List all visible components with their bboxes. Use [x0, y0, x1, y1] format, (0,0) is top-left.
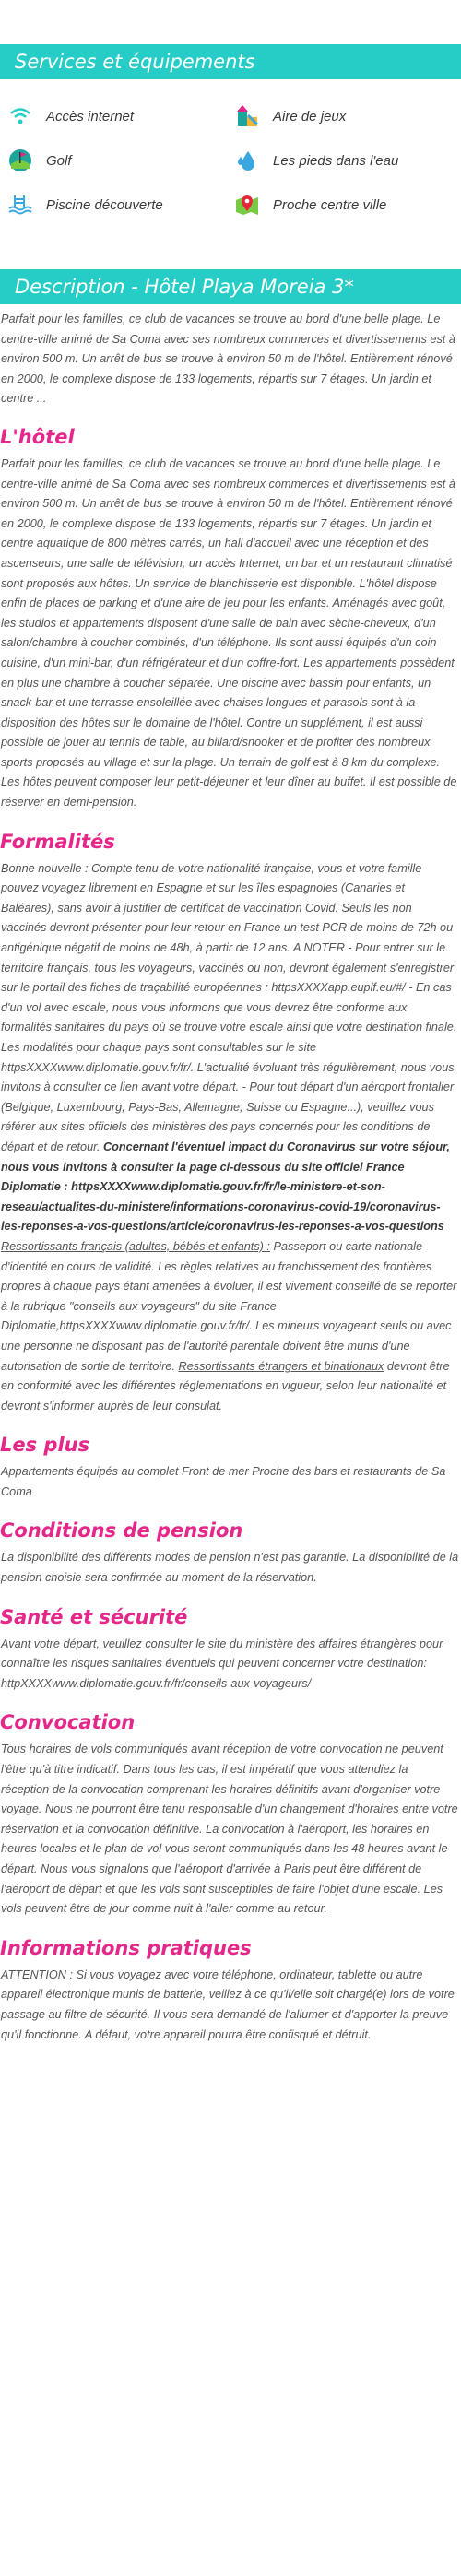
service-label: Golf — [46, 152, 72, 169]
description-banner — [0, 269, 461, 304]
section-title-pension: Conditions de pension — [0, 1519, 243, 1542]
plus-text: Appartements équipés au complet Front de mer Proche des bars et restaurants de Sa Coma — [1, 1465, 446, 1498]
playground-icon — [234, 103, 260, 129]
formalites-p1: Bonne nouvelle : Compte tenu de votre nationalité française, vous et votre famille pouvez voyagez librement en Espagne et sur les îles espagnoles (Canaries et Baléares), sans avoir à justifier de certificat de vaccination Covid. Seuls les non vaccinés devront présenter pour leur retour en France un test PCR de moins de 72h ou antigénique négatif de moins de 48h, à partir de 12 ans. A NOTER - Pour entrer sur le territoire français, tous les voyageurs, vaccinés ou non, devront également s'enregistrer sur le portail des fiches de traçabilité européennes : httpsXXXXapp.euplf.eu/#/ - En cas d'un vol avec escale, nous vous informons que vous devrez être conforme aux formalités sanitaires du pays où se trouve votre escale ainsi que votre destination finale. Les modalités pour chaque pays sont consultables sur le site httpsXXXXwww.diplomatie.gouv.fr/fr/. L'actualité évoluant très régulièrement, nous vous invitons à consulter ce lien avant votre départ. - Pour tout départ d'un aéroport frontalier (Belgique, Luxembourg, Pays-Bas, Allemagne, Suisse ou Espagne...), veuillez vous référer aux sites officiels des ministères des pays concernés pour les conditions de départ et de retour. — [1, 861, 457, 1153]
water-drop-icon — [234, 148, 260, 173]
section-title-formalites: Formalités — [0, 830, 115, 853]
services-list — [0, 79, 461, 227]
map-pin-icon — [234, 192, 260, 218]
section-title-infos: Informations pratiques — [0, 1936, 252, 1959]
service-label: Les pieds dans l'eau — [273, 152, 399, 169]
section-title-hotel: L'hôtel — [0, 425, 75, 448]
formalites-p3: devront être en conformité avec les différentes réglementations en vigueur, selon leur nationalité et devront s'informer auprès de leur consulat. — [1, 1359, 450, 1412]
main-content — [0, 310, 461, 2045]
convocation-text: Tous horaires de vols communiqués avant réception de votre convocation ne peuvent l'être qu'à titre indicatif. Dans tous les cas, il est impératif que vous attendiez la réception de la convocation comprenant les horaires définitifs avant d'organiser votre voyage. Nous ne pourront être tenu responsable d'un changement d'horaires entre votre réservation et la convocation définitive. La convocation à l'aéroport, les horaires en heures locales et le plan de vol vous seront communiqués dans les 48 heures avant le départ. Nous vous signalons que l'aéroport d'arrivée à Paris peut être différent de l'aéroport de départ et que les vols sont susceptibles de faire l'objet d'une escale. Les vols peuvent être de jour comme nuit à l'aller comme au retour. — [1, 1743, 458, 1916]
section-title-plus: Les plus — [0, 1434, 90, 1457]
service-label: Aire de jeux — [273, 108, 347, 124]
formalites-p2: Passeport ou carte nationale d'identité en cours de validité. Les règles relatives au franchissement des frontières propres à chaque pays étant amenées à évoluer, il est vivement conseillé de se reporter à la rubrique "conseils aux voyageurs" du site France Diplomatie,httpsXXXXwww.diplomatie.gouv.fr/fr/. Les mineurs voyageant seuls ou avec une personne ne disposant pas de l'autorité parentale doivent être munis d'une autorisation de sortie de territoire. — [1, 1239, 457, 1373]
service-label: Proche centre ville — [273, 196, 387, 213]
service-label: Accès internet — [46, 108, 135, 124]
section-title-convocation: Convocation — [0, 1711, 136, 1734]
wifi-icon — [7, 103, 33, 129]
formalites-bold: Concernant l'éventuel impact du Coronavirus sur votre séjour, nous vous invitons à consulter la page ci-dessous du site officiel France Diplomatie : httpsXXXXwww.diplomatie.gouv.fr/fr/le-ministere-et-son-reseau/actualites-du-ministere/informations-coronavirus-covid-19/coronavirus-les-reponses-a-vos-questions/article/coronavirus-les-reponses-a-vos-questions — [1, 1140, 450, 1234]
golf-icon — [7, 148, 33, 173]
pool-icon — [7, 192, 33, 218]
service-item — [7, 103, 234, 129]
service-item — [7, 148, 234, 173]
formalites-link-etrangers[interactable]: Ressortissants étrangers et binationaux — [178, 1359, 384, 1373]
infos-text: ATTENTION : Si vous voyagez avec votre téléphone, ordinateur, tablette ou autre appareil électronique munis de batterie, veillez à ce qu'il/elle soit chargé(e) lors de votre passage au filtre de sécurité. Il vous sera demandé de l'allumer et d'apporter la preuve qu'il fonctionne. A défaut, votre appareil pourra être confisqué et détruit. — [1, 1967, 455, 2041]
service-item — [234, 103, 461, 129]
service-label: Piscine découverte — [46, 196, 163, 213]
services-banner — [0, 44, 461, 79]
description-title: Description - Hôtel Playa Moreia 3* — [15, 276, 354, 298]
services-title: Services et équipements — [15, 51, 255, 73]
description-summary: Parfait pour les familles, ce club de vacances se trouve au bord d'une belle plage. Le centre-ville animé de Sa Coma avec ses nombreux commerces et divertissements est à environ 500 m. Un arrêt de bus se trouve à environ 50 m de l'hôtel. Entièrement rénové en 2000, le complexe dispose de 133 logements, répartis sur 7 étages. Un jardin et centre ... — [1, 313, 455, 406]
pension-text: La disponibilité des différents modes de pension n'est pas garantie. La disponibilité de la pension choisie sera confirmée au moment de la réservation. — [1, 1551, 459, 1585]
service-item — [234, 192, 461, 218]
sante-text: Avant votre départ, veuillez consulter le site du ministère des affaires étrangères pour connaître les risques sanitaires éventuels qui peuvent concerner votre destination: httpXXXXwww.diplomatie.gouv.fr/fr/conseils-aux-voyageurs/ — [1, 1637, 443, 1690]
hotel-text: Parfait pour les familles, ce club de vacances se trouve au bord d'une belle plage. Le centre-ville animé de Sa Coma avec ses nombreux commerces et divertissements est à environ 500 m. Un arrêt de bus se trouve à environ 50 m de l'hôtel. Entièrement rénové en 2000, le complexe dispose de 133 logements, répartis sur 7 étages. Un jardin et centre aquatique de 800 mètres carrés, un hall d'accueil avec une réception et des ascenseurs, une salle de télévision, un accès Internet, un bar et un restaurant climatisé sont proposés aux hôtes. Un service de blanchisserie est disponible. L'hôtel dispose enfin de places de parking et d'une aire de jeu pour les enfants. Aménagés avec goût, les studios et appartements disposent d'une salle de bain avec sèche-cheveux, d'un salon/chambre à coucher combinés, d'un téléphone. Ils sont aussi équipés d'un coin cuisine, d'un mini-bar, d'un réfrigérateur et d'un coffre-fort. Les appartements possèdent en plus une chambre à coucher séparée. Une piscine avec bassin pour enfants, un snack-bar et une terrasse ensoleillée avec chaises longues et parasols sont à la disposition des hôtes sur le domaine de l'hôtel. Contre un supplément, il est aussi possible de jouer au tennis de table, au billard/snooker et de profiter des nombreux sports proposés au village et sur la plage. Un terrain de golf est à 8 km du complexe. Les hôtes peuvent composer leur petit-déjeuner et leur dîner au buffet. Il est possible de réserver en demi-pension. — [1, 456, 457, 809]
service-item — [234, 148, 461, 173]
service-item — [7, 192, 234, 218]
formalites-text — [0, 859, 459, 1417]
formalites-link-ressortissants[interactable]: Ressortissants français (adultes, bébés et enfants) : — [1, 1239, 270, 1253]
section-title-sante: Santé et sécurité — [0, 1605, 188, 1628]
